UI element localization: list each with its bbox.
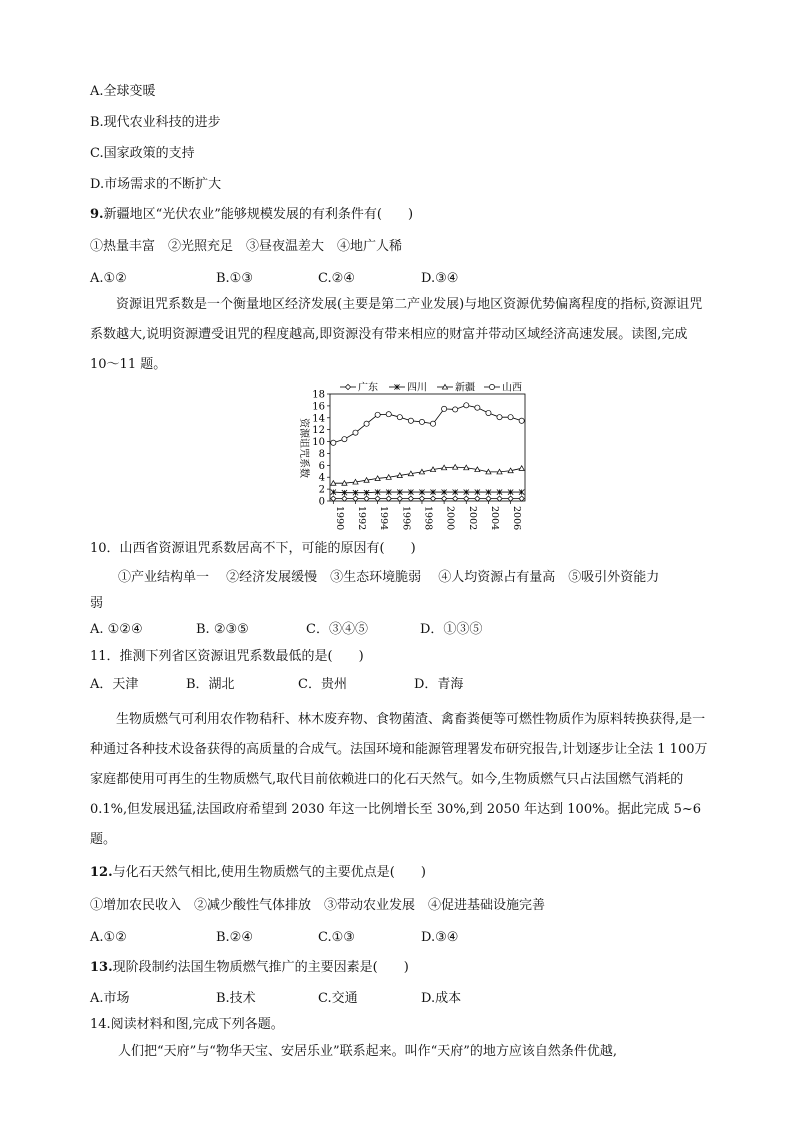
data-point: [442, 496, 447, 501]
data-point: [453, 496, 458, 501]
y-tick-label: 6: [318, 460, 325, 472]
data-point: [353, 430, 358, 435]
y-tick-label: 0: [318, 496, 325, 508]
q8-option-c: C.国家政策的支持: [90, 146, 195, 161]
data-point: [464, 403, 469, 408]
data-point: [408, 418, 413, 423]
q13-option-c: C.交通: [318, 991, 358, 1006]
data-point: [497, 415, 502, 420]
data-point: [342, 496, 347, 501]
data-point: [342, 437, 347, 442]
series-triangle: [331, 465, 525, 486]
data-point: [419, 419, 424, 424]
x-tick-label: 2000: [444, 506, 456, 530]
data-point: [386, 496, 391, 501]
q13-option-b: B.技术: [216, 991, 256, 1006]
data-point: [486, 496, 491, 501]
y-tick-label: 14: [312, 413, 325, 425]
q11-option-a: A．天津: [90, 677, 139, 692]
y-tick-label: 16: [312, 401, 325, 413]
q9-option-d: D.③④: [421, 271, 459, 286]
data-point: [331, 496, 336, 501]
q12-option-a: A.①②: [90, 930, 127, 945]
x-axis: [333, 501, 522, 530]
passage-biomass-gas: 生物质燃气可利用农作物秸秆、林木废弃物、食物菌渣、禽畜粪便等可燃性物质作为原料转换获得,是一种通过各种技术设备获得的高质量的合成气。法国环境和能源管理署发布研究报告,计划逐步让全法 1 100万家庭都使用可再生的生物质燃气,取代目前依赖进口的化石天然气。如今,生物质燃气只占法国燃气消耗的0.1%,但发展迅猛,法国政府希望到 2030 年这一比例增长至 30%,到 2050 年达到 100%。据此完成 5~6 题。: [90, 712, 708, 847]
legend-label: 山西: [502, 382, 522, 394]
y-tick-label: 4: [318, 472, 325, 484]
data-point: [353, 496, 358, 501]
q12-stem: 与化石天然气相比,使用生物质燃气的主要优点是( ): [112, 865, 426, 880]
q9-number: 9.: [90, 207, 104, 222]
data-point: [364, 496, 369, 501]
q13-option-d: D.成本: [421, 991, 462, 1006]
legend-label: 广东: [358, 382, 378, 394]
data-point: [408, 496, 413, 501]
q9-option-b: B.①③: [216, 271, 253, 286]
q13-question: [90, 959, 409, 977]
y-tick-label: 8: [318, 448, 325, 460]
x-tick-label: 1996: [400, 506, 412, 530]
data-point: [475, 496, 480, 501]
q12-option-d: D.③④: [421, 930, 459, 945]
q14-passage: 人们把“天府”与“物华天宝、安居乐业”联系起来。叫作“天府”的地方应该自然条件优越,: [118, 1044, 618, 1059]
data-point: [375, 496, 380, 501]
q11-option-d: D．青海: [414, 677, 464, 692]
q9-items: ①热量丰富 ②光照充足 ③昼夜温差大 ④地广人稀: [90, 239, 403, 254]
chart-legend: [340, 381, 522, 394]
data-point: [519, 466, 524, 471]
data-point: [508, 496, 513, 501]
q10-option-d: D．①③⑤: [420, 622, 483, 637]
q13-option-a: A.市场: [90, 991, 130, 1006]
x-tick-label: 1994: [378, 506, 390, 530]
data-point: [453, 407, 458, 412]
q8-option-a: A.全球变暖: [90, 84, 156, 99]
q12-option-c: C.①③: [318, 930, 355, 945]
data-point: [486, 410, 491, 415]
x-tick-label: 2002: [466, 506, 478, 530]
data-point: [397, 496, 402, 501]
data-point: [386, 412, 391, 417]
legend-marker: [489, 384, 494, 389]
data-point: [430, 496, 435, 501]
series-line: [333, 467, 521, 483]
q14-stem: 14.阅读材料和图,完成下列各题。: [90, 1017, 284, 1032]
legend-entry: [389, 382, 427, 394]
q9-question: [90, 206, 413, 224]
q10-items-cont: 弱: [90, 596, 104, 611]
x-tick-label: 1998: [422, 506, 434, 530]
q11-stem: 11．推测下列省区资源诅咒系数最低的是( ): [90, 649, 364, 664]
q8-option-b: B.现代农业科技的进步: [90, 115, 221, 130]
q12-items: ①增加农民收入 ②减少酸性气体排放 ③带动农业发展 ④促进基础设施完善: [90, 898, 546, 913]
series-line: [333, 405, 521, 442]
q11-option-b: B．湖北: [186, 677, 235, 692]
data-point: [419, 496, 424, 501]
resource-curse-chart: [290, 380, 540, 530]
q9-option-a: A.①②: [90, 271, 127, 286]
data-point: [508, 415, 513, 420]
q13-stem: 现阶段制约法国生物质燃气推广的主要因素是( ): [112, 960, 409, 975]
x-tick-label: 2006: [511, 506, 523, 530]
series-star: [331, 489, 525, 495]
q10-option-c: C．③④⑤: [306, 622, 368, 637]
q9-stem: 新疆地区“光伏农业”能够规模发展的有利条件有( ): [103, 207, 414, 222]
data-point: [464, 496, 469, 501]
series-line: [333, 492, 521, 493]
data-point: [475, 405, 480, 410]
y-axis-label: 资源诅咒系数: [298, 418, 309, 478]
series-circle: [331, 403, 525, 446]
q10-items: ①产业结构单一 ②经济发展缓慢 ③生态环境脆弱 ④人均资源占有量高 ⑤吸引外资能力: [118, 570, 660, 585]
data-point: [497, 496, 502, 501]
q12-number: 12.: [90, 865, 113, 880]
q8-option-d: D.市场需求的不断扩大: [90, 177, 222, 192]
data-point: [519, 496, 524, 501]
legend-entry: [484, 381, 522, 394]
legend-label: 四川: [407, 382, 427, 394]
data-point: [442, 406, 447, 411]
series-diamond: [331, 496, 525, 501]
q11-option-c: C．贵州: [298, 677, 347, 692]
q10-option-b: B. ②③⑤: [196, 622, 249, 637]
chart-series: [331, 403, 525, 502]
data-point: [364, 421, 369, 426]
legend-label: 新疆: [455, 382, 475, 394]
q10-option-a: A. ①②④: [90, 622, 143, 637]
q12-question: [90, 864, 426, 882]
q12-option-b: B.②④: [216, 930, 253, 945]
x-tick-label: 2004: [488, 506, 500, 530]
q13-number: 13.: [90, 960, 113, 975]
x-tick-label: 1992: [355, 506, 367, 530]
q10-stem: 10．山西省资源诅咒系数居高不下，可能的原因有( ): [90, 541, 416, 556]
passage-resource-curse: 资源诅咒系数是一个衡量地区经济发展(主要是第二产业发展)与地区资源优势偏离程度的指标,资源诅咒系数越大,说明资源遭受诅咒的程度越高,即资源没有带来相应的财富并带动区域经济高速发展。读图,完成 10～11 题。: [90, 297, 703, 372]
y-tick-label: 2: [318, 484, 325, 496]
legend-entry: [340, 381, 378, 394]
y-tick-label: 12: [312, 425, 325, 437]
y-tick-label: 10: [312, 437, 325, 449]
chart-frame: [330, 394, 525, 501]
data-point: [519, 418, 524, 423]
legend-marker: [345, 384, 350, 389]
data-point: [430, 421, 435, 426]
data-point: [331, 440, 336, 445]
x-tick-label: 1990: [333, 506, 345, 530]
y-axis: [312, 390, 330, 508]
legend-entry: [437, 382, 475, 394]
y-tick-label: 18: [312, 389, 325, 401]
q9-option-c: C.②④: [318, 271, 355, 286]
data-point: [397, 415, 402, 420]
data-point: [375, 412, 380, 417]
